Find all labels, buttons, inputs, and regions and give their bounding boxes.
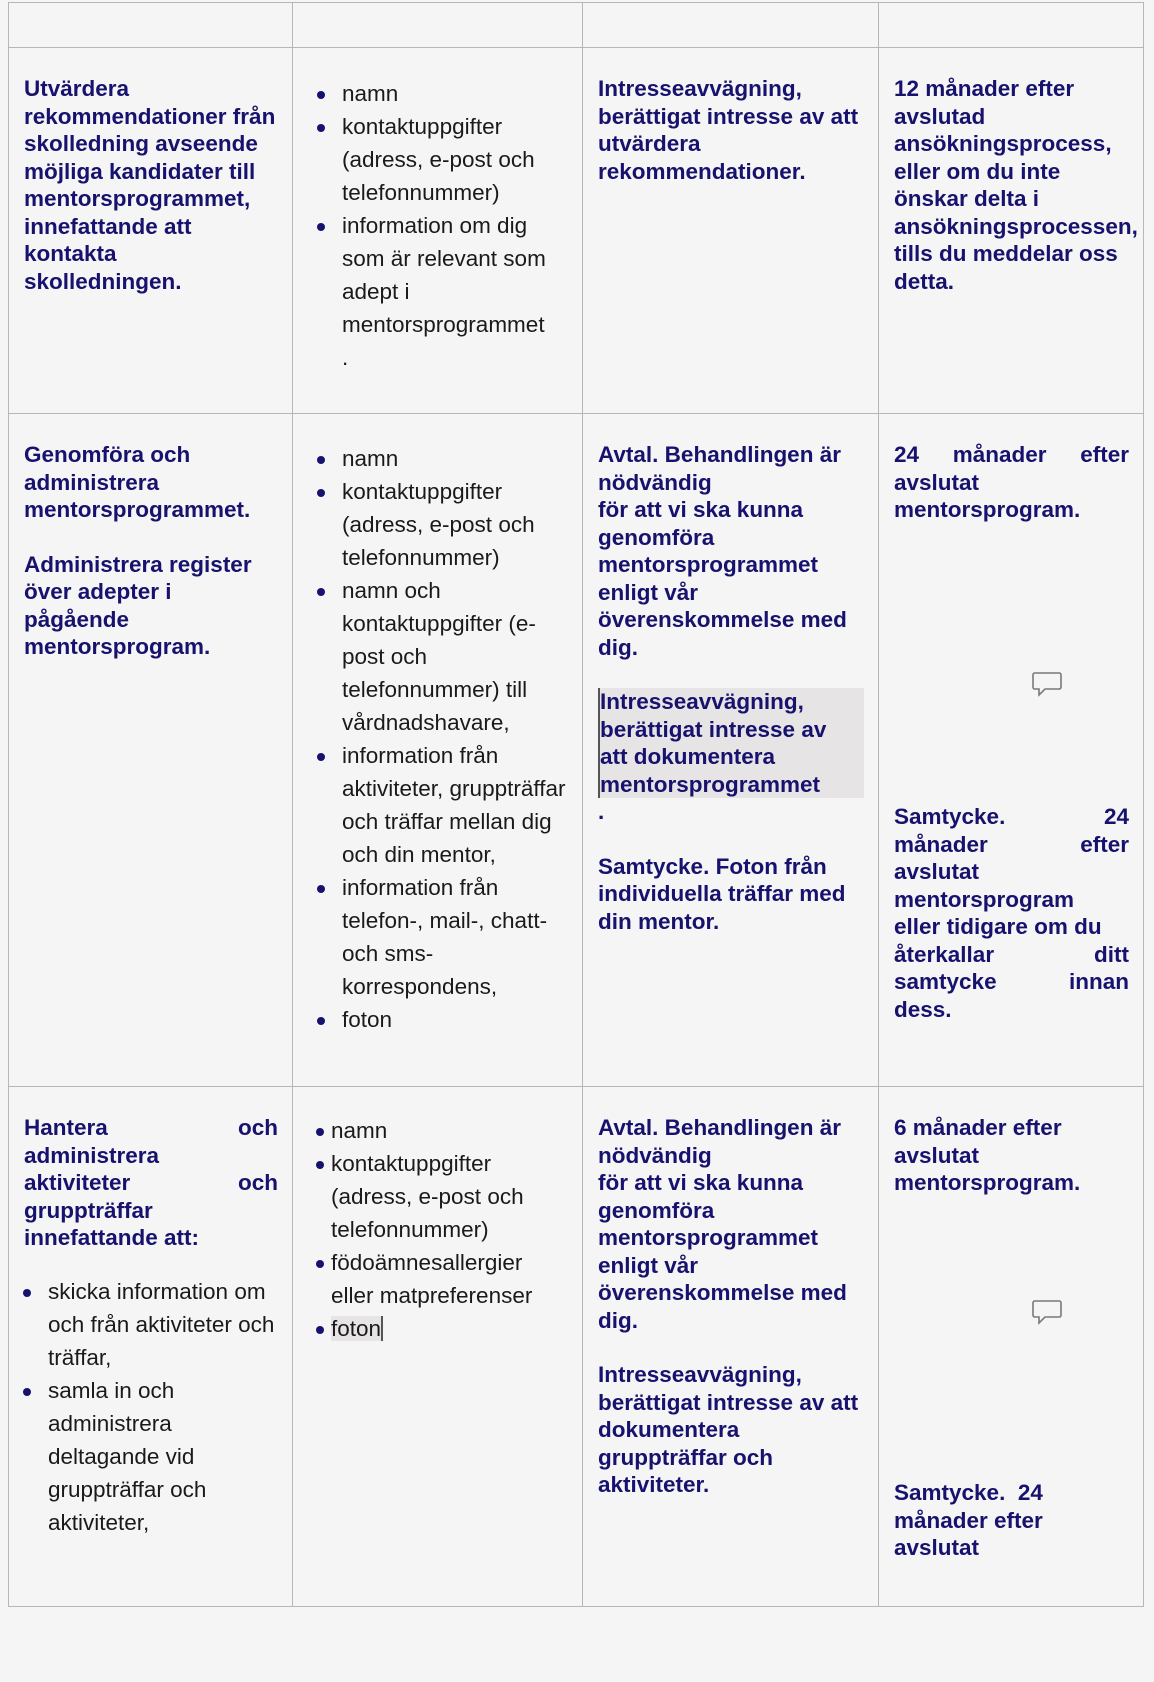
retention-text: 6 månader efter avslutat mentorsprogram. (894, 1115, 1081, 1195)
legal-basis-text: Avtal. Behandlingen är nödvändig (598, 442, 841, 495)
table-cell[interactable] (9, 3, 293, 48)
data-list (308, 77, 568, 374)
purpose-cell[interactable] (9, 414, 293, 1087)
purpose-cell[interactable] (9, 48, 293, 414)
table-row (9, 48, 1144, 414)
consent-block: Samtycke. 24 månader efter avslutat (894, 1480, 1043, 1560)
retention-text: 12 månader efter avslutad ansökningsprocess, eller om du inte önskar delta i ansökningsprocessen, tills du meddelar oss detta. (894, 76, 1138, 294)
list-item: namn och kontaktuppgifter (e-post och telefonnummer) till vårdnadshavare, (308, 574, 568, 739)
purpose-list (14, 1275, 278, 1539)
data-processing-table (8, 2, 1144, 1607)
table-cell[interactable] (293, 3, 583, 48)
list-item: skicka information om och från aktiviteter och träffar, (14, 1275, 278, 1374)
legal-basis-text: Avtal. Behandlingen är nödvändig (598, 1115, 841, 1168)
purpose-cell[interactable]: Hantera och administrera aktiviteter och gruppträffar innefattande att: skicka information om och från aktiviteter och träffar, samla in och administrera deltagande vid gruppträffar och aktiviteter, (9, 1087, 293, 1607)
legal-basis-text: Intresseavvägning, berättigat intresse av att utvärdera rekommendationer. (598, 76, 859, 184)
legal-basis-text: för att vi ska kunna genomföra mentorsprogrammet enligt vår överenskommelse med dig. (598, 497, 847, 660)
list-item: information om dig som är relevant som adept i mentorsprogrammet . (308, 209, 568, 374)
retention-text: avslutat mentorsprogram. (894, 469, 1081, 522)
data-cell[interactable] (293, 48, 583, 414)
list-item: foton (315, 1312, 568, 1345)
list-item: kontaktuppgifter (adress, e-post och telefonnummer) (308, 110, 568, 209)
data-cell[interactable] (293, 1087, 583, 1607)
list-item: namn (315, 1114, 568, 1147)
legal-basis-text: Intresseavvägning, berättigat intresse av att dokumentera mentorsprogrammet. (598, 688, 864, 826)
data-cell[interactable] (293, 414, 583, 1087)
legal-basis-cell[interactable] (583, 1087, 879, 1607)
list-item: namn (308, 442, 568, 475)
table-cell[interactable] (583, 3, 879, 48)
comment-icon[interactable] (1032, 1299, 1062, 1325)
purpose-text: Genomföra och administrera mentorsprogrammet. (24, 442, 251, 522)
highlighted-text[interactable]: Intresseavvägning, berättigat intresse av att dokumentera mentorsprogrammet (598, 688, 864, 798)
list-item: födoämnesallergier eller matpreferenser (315, 1246, 568, 1312)
data-list (315, 1114, 568, 1345)
list-item: kontaktuppgifter (adress, e-post och telefonnummer) (308, 475, 568, 574)
consent-block: Samtycke. 24 månader efter avslutat mentorsprogram eller tidigare om du återkallar ditt samtycke innan dess. (894, 804, 1129, 1022)
table-row (9, 414, 1144, 1087)
purpose-text: Utvärdera rekommendationer från skolledning avseende möjliga kandidater till mentorsprogrammet, innefattande att kontakta skolledningen. (24, 76, 276, 294)
list-item: foton (308, 1003, 568, 1036)
legal-basis-text: Samtycke. Foton från individuella träffar med din mentor. (598, 853, 846, 934)
retention-cell[interactable] (879, 1087, 1144, 1607)
list-item: samla in och administrera deltagande vid gruppträffar och aktiviteter, (14, 1374, 278, 1539)
table-row (9, 3, 1144, 48)
list-item: kontaktuppgifter (adress, e-post och telefonnummer) (315, 1147, 568, 1246)
legal-basis-text: Intresseavvägning, berättigat intresse av att dokumentera gruppträffar och aktiviteter. (598, 1362, 859, 1497)
table-row (9, 1087, 1144, 1607)
purpose-text: Administrera register över adepter i pågående mentorsprogram. (24, 551, 252, 659)
legal-basis-text: för att vi ska kunna genomföra mentorsprogrammet enligt vår överenskommelse med dig. (598, 1170, 847, 1333)
retention-line: 24 månader efter (894, 442, 1129, 467)
retention-cell[interactable] (879, 414, 1144, 1087)
list-item: namn (308, 77, 568, 110)
data-list (308, 442, 568, 1036)
comment-icon[interactable] (1032, 671, 1062, 697)
list-item: information från aktiviteter, gruppträffar och träffar mellan dig och din mentor, (308, 739, 568, 871)
table-cell[interactable] (879, 3, 1144, 48)
retention-cell[interactable] (879, 48, 1144, 414)
legal-basis-cell[interactable] (583, 48, 879, 414)
list-item: information från telefon-, mail-, chatt- och sms-korrespondens, (308, 871, 568, 1003)
legal-basis-cell[interactable] (583, 414, 879, 1087)
